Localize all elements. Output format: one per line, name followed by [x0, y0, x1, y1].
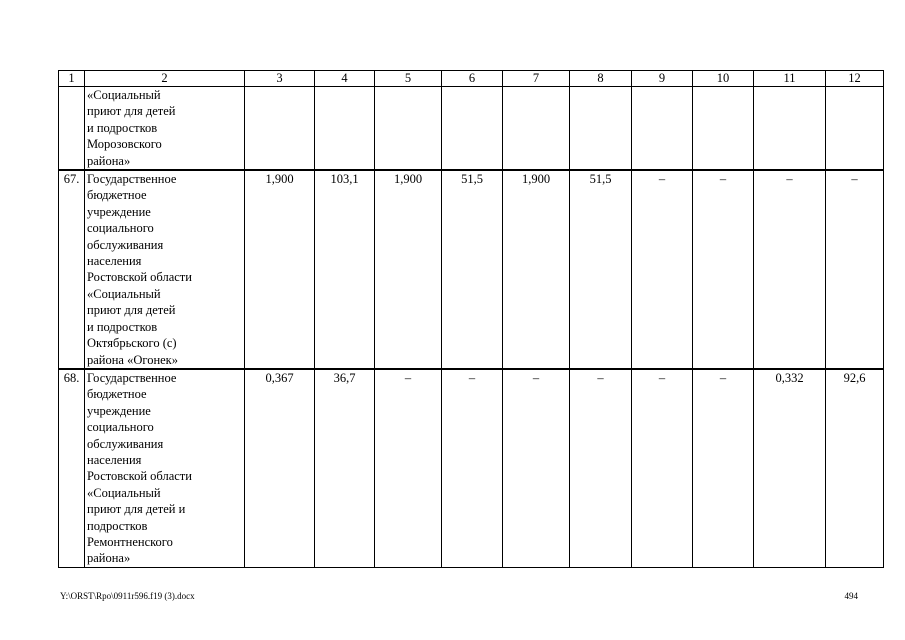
value-cell: 36,7 [315, 369, 375, 567]
page-number: 494 [844, 591, 858, 601]
value-cell: 0,367 [245, 369, 315, 567]
column-header: 2 [85, 71, 245, 87]
table-row [59, 369, 884, 567]
value-cell: 51,5 [570, 170, 632, 369]
value-cell: 1,900 [245, 170, 315, 369]
column-header: 8 [570, 71, 632, 87]
value-cell: 92,6 [826, 369, 884, 567]
column-header: 3 [245, 71, 315, 87]
column-header: 12 [826, 71, 884, 87]
value-cell [754, 87, 826, 171]
value-cell: 51,5 [442, 170, 503, 369]
table-row [59, 87, 884, 171]
column-header: 5 [375, 71, 442, 87]
value-cell: – [754, 170, 826, 369]
value-cell [693, 87, 754, 171]
row-number: 68. [59, 369, 85, 567]
value-cell [503, 87, 570, 171]
table-row [59, 170, 884, 369]
column-header: 1 [59, 71, 85, 87]
column-header: 6 [442, 71, 503, 87]
value-cell [245, 87, 315, 171]
value-cell [375, 87, 442, 171]
value-cell: – [826, 170, 884, 369]
data-table [58, 70, 884, 568]
header-row [59, 71, 884, 87]
column-header: 9 [632, 71, 693, 87]
institution-name: Государственное бюджетное учреждение социального обслуживания населения Ростовской области «Социальный приют для детей и подростков Октябрьского (с) района «Огонек» [85, 170, 245, 369]
column-header: 10 [693, 71, 754, 87]
value-cell: – [442, 369, 503, 567]
value-cell: 1,900 [503, 170, 570, 369]
institution-name: «Социальный приют для детей и подростков Морозовского района» [85, 87, 245, 171]
row-number: 67. [59, 170, 85, 369]
value-cell [315, 87, 375, 171]
value-cell: 0,332 [754, 369, 826, 567]
value-cell: – [693, 369, 754, 567]
value-cell [570, 87, 632, 171]
column-header: 4 [315, 71, 375, 87]
column-header: 11 [754, 71, 826, 87]
value-cell: – [570, 369, 632, 567]
institution-name: Государственное бюджетное учреждение социального обслуживания населения Ростовской области «Социальный приют для детей и подростков Ремонтненского района» [85, 369, 245, 567]
value-cell: – [375, 369, 442, 567]
value-cell: – [632, 170, 693, 369]
value-cell [632, 87, 693, 171]
row-number [59, 87, 85, 171]
value-cell [826, 87, 884, 171]
value-cell [442, 87, 503, 171]
value-cell: – [503, 369, 570, 567]
footer-file-path: Y:\ORST\Rpo\0911r596.f19 (3).docx [60, 591, 195, 601]
column-header: 7 [503, 71, 570, 87]
value-cell: 103,1 [315, 170, 375, 369]
value-cell: – [693, 170, 754, 369]
value-cell: 1,900 [375, 170, 442, 369]
value-cell: – [632, 369, 693, 567]
